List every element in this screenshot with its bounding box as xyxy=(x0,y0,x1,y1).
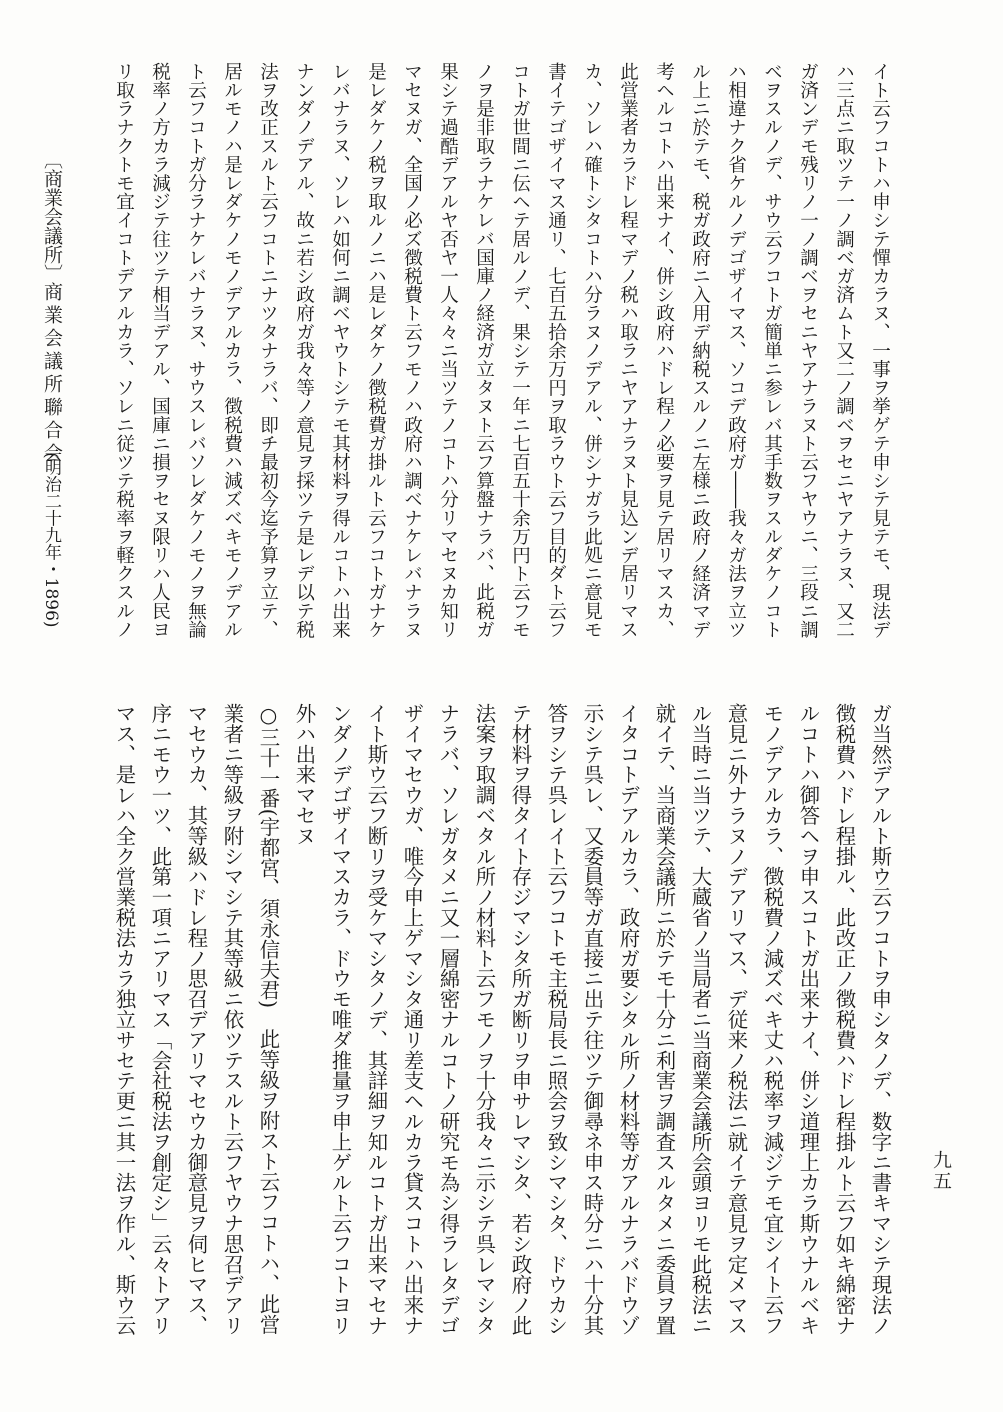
text-column: 此営業者カラドレ程マデノ税ハ取ラニヤアナラヌト見込ンデ居リマス xyxy=(617,62,639,639)
running-head-title: 商業会議所聯合会 xyxy=(41,282,63,466)
text-column: ハ三点ニ取ツテ一ノ調ベガ済ムト又二ノ調ベヲセニヤアナラヌ、又二 xyxy=(833,62,855,639)
page-number: 九五 xyxy=(930,1150,952,1192)
text-column: マセヌガ、全国ノ必ズ徴税費ト云フモノハ政府ハ調ベナケレバナラヌ xyxy=(401,62,423,639)
text-column: ンダノデゴザイマスカラ、ドウモ唯ダ推量ヲ申上ゲルト云フコトヨリ xyxy=(328,703,353,1336)
text-column: マス、是レハ全ク営業税法カラ独立サセテ更ニ其一法ヲ作ル、斯ウ云 xyxy=(112,703,137,1336)
text-column: 果シテ過酷デアルヤ否ヤ一人々々ニ当ツテノコトハ分リマセヌカ知リ xyxy=(437,62,459,639)
text-column: カ、ソレハ確トシタコトハ分ラヌノデアル、併シナガラ此処ニ意見モ xyxy=(581,62,603,639)
text-column: ル上ニ於テモ、税ガ政府ニ入用デ納税スルノニ左様ニ政府ノ経済マデ xyxy=(689,62,711,639)
text-column: 是レダケノ税ヲ取ルノニハ是レダケノ徴税費ガ掛ルト云フコトガナケ xyxy=(365,62,387,639)
text-column: ル当時ニ当ツテ、大蔵省ノ当局者ニ当商業会議所会頭ヨリモ此税法ニ xyxy=(688,703,713,1336)
text-column: マセウカ、其等級ハドレ程ノ思召デアリマセウカ御意見ヲ伺ヒマス、 xyxy=(184,703,209,1336)
speaker-column: ○三十一番(宇都宮、須永信夫君) 此等級ヲ附スト云フコトハ、此営 xyxy=(256,703,281,1335)
text-column: 法ヲ改正スルト云フコトニナツタナラバ、即チ最初今迄予算ヲ立テ、 xyxy=(257,62,279,639)
text-column: ナンダノデアル、故ニ若シ政府ガ我々等ノ意見ヲ採ツテ是レデ以テ税 xyxy=(293,62,315,639)
text-column: コトガ世間ニ伝ヘテ居ルノデ、果シテ一年ニ七百五十余万円ト云フモ xyxy=(509,62,531,639)
text-column: 外ハ出来マセヌ xyxy=(292,703,317,846)
text-column: 業者ニ等級ヲ附シマシテ其等級ニ依ツテスルト云フヤウナ思召デアリ xyxy=(220,703,245,1336)
text-column: 法案ヲ取調ベタル所ノ材料ト云フモノヲ十分我々ニ示シテ呉レマシタ xyxy=(472,703,497,1336)
text-column: ガ当然デアルト斯ウ云フコトヲ申シタノデ、数字ニ書キマシテ現法ノ xyxy=(868,703,893,1336)
text-column: ガ済ンデモ残リノ一ノ調ベヲセニヤアナラヌト云フヤウニ、三段ニ調 xyxy=(797,62,819,639)
text-column: リ取ラナクトモ宜イコトデアルカラ、ソレニ従ツテ税率ヲ軽クスルノ xyxy=(113,62,135,639)
text-column: レバナラヌ、ソレハ如何ニ調ベヤウトシテモ其材料ヲ得ルコトハ出来 xyxy=(329,62,351,639)
text-column: 税率ノ方カラ減ジテ往ツテ相当デアル、国庫ニ損ヲセヌ限リハ人民ヨ xyxy=(149,62,171,639)
running-head-date: (明治二十九年・1896) xyxy=(41,452,61,628)
text-column: イタコトデアルカラ、政府ガ要シタル所ノ材料等ガアルナラバドウゾ xyxy=(616,703,641,1336)
text-column: 書イテゴザイマス通リ、七百五拾余万円ヲ取ラウト云フ目的ダト云フ xyxy=(545,62,567,639)
running-head-section: 〔商業会議所〕 xyxy=(41,150,63,283)
text-column: 示シテ呉レ、又委員等ガ直接ニ出テ往ツテ御尋ネ申ス時分ニハ十分其 xyxy=(580,703,605,1336)
text-column: ベヲスルノデ、サウ云フコトガ簡単ニ参レバ其手数ヲスルダケノコト xyxy=(761,62,783,639)
text-column: ノヲ是非取ラナケレバ国庫ノ経済ガ立タヌト云フ算盤ナラバ、此税ガ xyxy=(473,62,495,639)
text-column: 答ヲシテ呉レイト云フコトモ主税局長ニ照会ヲ致シマシタ、ドウカシ xyxy=(544,703,569,1336)
text-column: ハ相違ナク省ケルノデゴザイマス、ソコデ政府ガ――我々ガ法ヲ立ツ xyxy=(725,62,747,639)
text-column: ザイマセウガ、唯今申上ゲマシタ通リ差支ヘルカラ貸スコトハ出来ナ xyxy=(400,703,425,1336)
text-column: 徴税費ハドレ程掛ル、此改正ノ徴税費ハドレ程掛ルト云フ如キ綿密ナ xyxy=(832,703,857,1336)
text-column: ルコトハ御答ヘヲ申スコトガ出来ナイ、併シ道理上カラ斯ウナルベキ xyxy=(796,703,821,1336)
text-column: イト斯ウ云フ断リヲ受ケマシタノデ、其詳細ヲ知ルコトガ出来マセナ xyxy=(364,703,389,1336)
text-column: 考ヘルコトハ出来ナイ、併シ政府ハドレ程ノ必要ヲ見テ居リマスカ、 xyxy=(653,62,675,639)
text-column: モノデアルカラ、徴税費ノ減ズベキ丈ハ税率ヲ減ジテモ宜シイト云フ xyxy=(760,703,785,1336)
text-column: 就イテ、当商業会議所ニ於テモ十分ニ利害ヲ調査スルタメニ委員ヲ置 xyxy=(652,703,677,1336)
text-column: 序ニモウ一ツ、此第一項ニアリマス「会社税法ヲ創定シ」云々トアリ xyxy=(148,703,173,1336)
text-column: 居ルモノハ是レダケノモノデアルカラ、徴税費ハ減ズベキモノデアル xyxy=(221,62,243,639)
text-column: ト云フコトガ分ラナケレバナラヌ、サウスレバソレダケノモノヲ無論 xyxy=(185,62,207,639)
text-column: テ材料ヲ得タイト存ジマシタ所ガ断リヲ申サレマシタ、若シ政府ノ此 xyxy=(508,703,533,1336)
text-column: 意見ニ外ナラヌノデアリマス、デ従来ノ税法ニ就イテ意見ヲ定メマス xyxy=(724,703,749,1336)
text-column: イト云フコトハ申シテ憚カラヌ、一事ヲ挙ゲテ申シテ見テモ、現法デ xyxy=(869,62,891,639)
text-column: ナラバ、ソレガタメニ又一層綿密ナルコトノ研究モ為シ得ラレタデゴ xyxy=(436,703,461,1336)
